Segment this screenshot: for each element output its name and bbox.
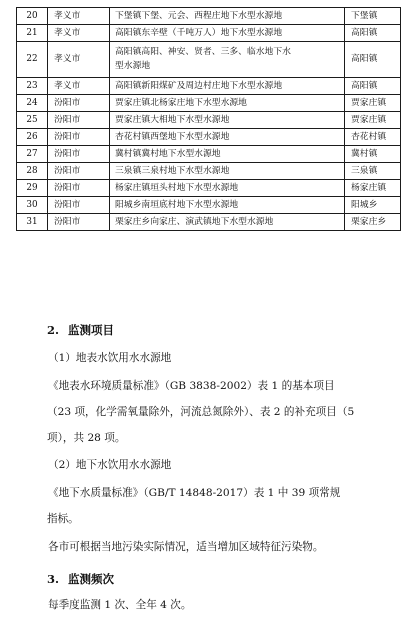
city-cell: 汾阳市 bbox=[48, 214, 110, 231]
row-number-cell: 29 bbox=[17, 180, 48, 197]
table-row bbox=[17, 197, 401, 214]
source-name-cell bbox=[110, 78, 345, 95]
source-name-cell bbox=[110, 8, 345, 25]
city-cell: 汾阳市 bbox=[48, 180, 110, 197]
section-2-heading bbox=[47, 322, 114, 338]
source-name-line: 高阳镇东辛壁（千吨万人）地下水型水源地 bbox=[115, 27, 283, 38]
table-row bbox=[17, 25, 401, 42]
source-name-cell bbox=[110, 42, 345, 78]
source-name-cell bbox=[110, 25, 345, 42]
source-name-line: 杏花村镇西堡地下水型水源地 bbox=[115, 131, 230, 142]
town-cell: 贾家庄镇 bbox=[345, 95, 401, 112]
city-cell: 孝义市 bbox=[48, 42, 110, 78]
table-row bbox=[17, 112, 401, 129]
source-name-line: 下堡镇下堡、元会、西程庄地下水型水源地 bbox=[115, 10, 283, 21]
row-number-cell: 24 bbox=[17, 95, 48, 112]
city-cell: 汾阳市 bbox=[48, 95, 110, 112]
subsection-1-line-1: 《地表水环境质量标准》（GB 3838-2002）表 1 的基本项目 bbox=[48, 380, 335, 392]
town-cell: 下堡镇 bbox=[345, 8, 401, 25]
section-3-title: 监测频次 bbox=[68, 572, 115, 586]
section-2-note: 各市可根据当地污染实际情况，适当增加区域特征污染物。 bbox=[48, 541, 324, 553]
subsection-1-label: （1）地表水饮用水水源地 bbox=[48, 352, 172, 364]
section-3-text: 每季度监测 1 次、全年 4 次。 bbox=[48, 599, 192, 611]
city-cell: 汾阳市 bbox=[48, 163, 110, 180]
table-row bbox=[17, 146, 401, 163]
section-2-number: 2. bbox=[47, 323, 60, 337]
town-cell: 冀村镇 bbox=[345, 146, 401, 163]
row-number-cell: 20 bbox=[17, 8, 48, 25]
source-name-cell bbox=[110, 197, 345, 214]
town-cell: 三泉镇 bbox=[345, 163, 401, 180]
city-cell: 孝义市 bbox=[48, 25, 110, 42]
subsection-2-label: （2）地下水饮用水水源地 bbox=[48, 459, 172, 471]
section-3-heading bbox=[47, 571, 114, 587]
table-row bbox=[17, 214, 401, 231]
city-cell: 汾阳市 bbox=[48, 146, 110, 163]
source-name-line: 冀村镇冀村地下水型水源地 bbox=[115, 148, 221, 159]
source-name-line: 阳城乡南垣底村地下水型水源地 bbox=[115, 199, 239, 210]
town-cell: 栗家庄乡 bbox=[345, 214, 401, 231]
table-row bbox=[17, 78, 401, 95]
section-2-title: 监测项目 bbox=[68, 323, 115, 337]
table-row bbox=[17, 8, 401, 25]
source-name-line: 杨家庄镇垣头村地下水型水源地 bbox=[115, 182, 239, 193]
table-row bbox=[17, 163, 401, 180]
source-name-line: 三泉镇三泉村地下水型水源地 bbox=[115, 165, 230, 176]
table-row bbox=[17, 129, 401, 146]
source-name-line: 栗家庄乡向家庄、演武镇地下水型水源地 bbox=[115, 216, 274, 227]
source-name-cell bbox=[110, 146, 345, 163]
town-cell: 高阳镇 bbox=[345, 78, 401, 95]
row-number-cell: 25 bbox=[17, 112, 48, 129]
town-cell: 阳城乡 bbox=[345, 197, 401, 214]
source-name-cell bbox=[110, 214, 345, 231]
source-name-line: 贾家庄镇大相地下水型水源地 bbox=[115, 114, 230, 125]
source-name-line: 高阳镇新阳煤矿及周边村庄地下水型水源地 bbox=[115, 80, 283, 91]
source-name-line: 型水源地 bbox=[115, 61, 151, 71]
table-row bbox=[17, 42, 401, 78]
city-cell: 汾阳市 bbox=[48, 197, 110, 214]
subsection-2-line-2: 指标。 bbox=[47, 513, 79, 525]
water-source-table bbox=[16, 7, 401, 231]
row-number-cell: 31 bbox=[17, 214, 48, 231]
subsection-2-line-1: 《地下水质量标准》（GB/T 14848-2017）表 1 中 39 项常规 bbox=[48, 487, 341, 499]
town-cell: 杏花村镇 bbox=[345, 129, 401, 146]
town-cell: 高阳镇 bbox=[345, 25, 401, 42]
row-number-cell: 26 bbox=[17, 129, 48, 146]
source-name-cell bbox=[110, 112, 345, 129]
subsection-1-line-3: 项），共 28 项。 bbox=[47, 432, 126, 444]
city-cell: 孝义市 bbox=[48, 8, 110, 25]
subsection-1-line-2: （23 项，化学需氧量除外，河流总氮除外）、表 2 的补充项目（5 bbox=[47, 406, 355, 418]
city-cell: 汾阳市 bbox=[48, 112, 110, 129]
row-number-cell: 21 bbox=[17, 25, 48, 42]
table-body bbox=[17, 8, 401, 231]
source-name-line: 贾家庄镇北杨家庄地下水型水源地 bbox=[115, 97, 247, 108]
row-number-cell: 27 bbox=[17, 146, 48, 163]
source-name-cell bbox=[110, 129, 345, 146]
city-cell: 孝义市 bbox=[48, 78, 110, 95]
section-3-number: 3. bbox=[47, 572, 60, 586]
source-name-cell bbox=[110, 163, 345, 180]
table-row bbox=[17, 95, 401, 112]
town-cell: 高阳镇 bbox=[345, 42, 401, 78]
source-name-cell bbox=[110, 180, 345, 197]
row-number-cell: 28 bbox=[17, 163, 48, 180]
source-name-line: 高阳镇高阳、神安、贤者、三多、临水地下水 bbox=[115, 47, 291, 58]
city-cell: 汾阳市 bbox=[48, 129, 110, 146]
table-row bbox=[17, 180, 401, 197]
source-name-cell bbox=[110, 95, 345, 112]
row-number-cell: 23 bbox=[17, 78, 48, 95]
row-number-cell: 30 bbox=[17, 197, 48, 214]
town-cell: 杨家庄镇 bbox=[345, 180, 401, 197]
row-number-cell: 22 bbox=[17, 42, 48, 78]
town-cell: 贾家庄镇 bbox=[345, 112, 401, 129]
